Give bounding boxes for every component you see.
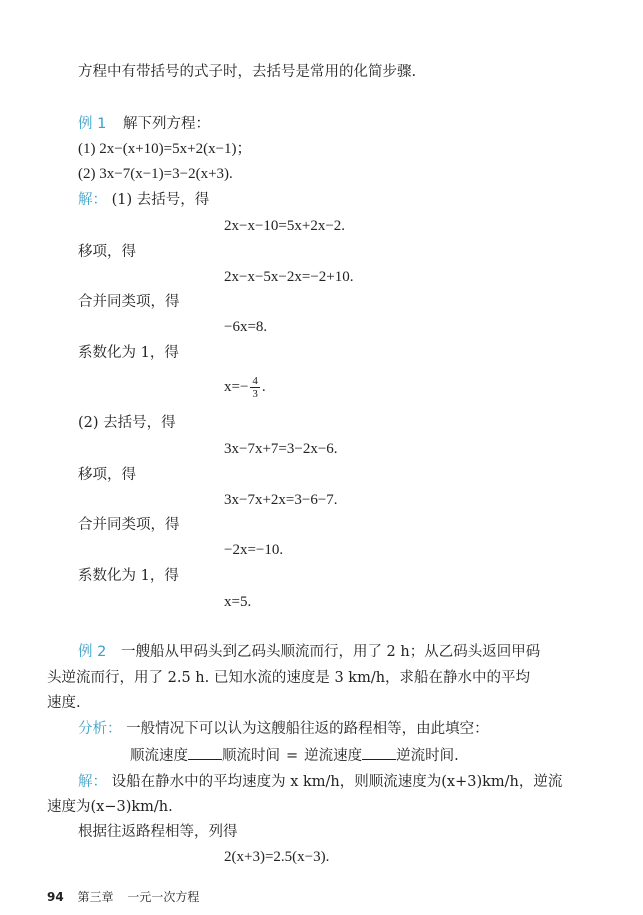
p1-equation-1: 2x−x−10=5x+2x−2. bbox=[224, 218, 346, 234]
example1-label: 例 1 bbox=[78, 116, 107, 132]
fill-in-blank-line: 顺流速度 顺流时间 = 逆流速度 逆流时间. bbox=[130, 745, 459, 766]
page-number: 94 bbox=[47, 890, 64, 904]
solution1-step1 bbox=[78, 190, 209, 210]
blank-label-2: 顺流时间 bbox=[222, 748, 280, 764]
p2-step4: 系数化为 1，得 bbox=[78, 568, 179, 584]
fraction-denominator: 3 bbox=[252, 388, 258, 400]
blank-label-1: 顺流速度 bbox=[130, 748, 188, 764]
p1-step2: 移项，得 bbox=[78, 244, 136, 260]
example2-line-1 bbox=[78, 642, 540, 662]
solution2-label: 解： bbox=[78, 774, 107, 790]
p2-step3: 合并同类项，得 bbox=[78, 517, 180, 533]
example2-text-1: 一艘船从甲码头到乙码头顺流而行，用了 2 h；从乙码头返回甲码 bbox=[120, 644, 541, 660]
solution1-label: 解： bbox=[78, 192, 107, 208]
p1-equation-2: 2x−x−5x−2x=−2+10. bbox=[224, 269, 354, 285]
solution2-text-1: 设船在静水中的平均速度为 x km/h，则顺流速度为(x+3)km/h，逆流 bbox=[111, 774, 563, 790]
example1-problem-1: (1) 2x−(x+10)=5x+2(x−1)； bbox=[78, 141, 252, 157]
fraction bbox=[250, 375, 260, 400]
p1-step4: 系数化为 1，得 bbox=[78, 345, 179, 361]
p1-equation-3: −6x=8. bbox=[224, 319, 268, 335]
solution2-line-1 bbox=[78, 772, 562, 792]
p1-equation-4 bbox=[224, 375, 266, 400]
p1-step3: 合并同类项，得 bbox=[78, 294, 180, 310]
example1-task: 解下列方程： bbox=[122, 116, 210, 132]
blank-2[interactable] bbox=[362, 745, 396, 760]
blank-label-4: 逆流时间. bbox=[396, 748, 459, 764]
solution2-line-3: 根据往返路程相等，列得 bbox=[78, 824, 238, 840]
p1-eq4-lhs: x=− bbox=[224, 378, 249, 395]
example1-problem-2: (2) 3x−7(x−1)=3−2(x+3). bbox=[78, 166, 233, 182]
solution1-step1-text: (1) 去括号，得 bbox=[111, 192, 210, 208]
example1-header bbox=[78, 114, 210, 134]
p2-equation-3: −2x=−10. bbox=[224, 542, 284, 558]
analysis-text: 一般情况下可以认为这艘船往返的路程相等，由此填空： bbox=[126, 721, 489, 737]
p2-equation-1: 3x−7x+7=3−2x−6. bbox=[224, 441, 338, 457]
analysis-label: 分析： bbox=[78, 721, 122, 737]
example2-line-2: 头逆流而行，用了 2.5 h. 已知水流的速度是 3 km/h，求船在静水中的平均 bbox=[47, 670, 531, 686]
solution2-equation: 2(x+3)=2.5(x−3). bbox=[224, 849, 330, 865]
solution2-line-2: 速度为(x−3)km/h. bbox=[47, 799, 173, 815]
p2-step1: (2) 去括号，得 bbox=[78, 415, 176, 431]
blank-1[interactable] bbox=[188, 745, 222, 760]
p2-step2: 移项，得 bbox=[78, 467, 136, 483]
p2-equation-2: 3x−7x+2x=3−6−7. bbox=[224, 492, 338, 508]
blank-label-3: 逆流速度 bbox=[304, 748, 363, 764]
p1-eq4-end: . bbox=[261, 378, 266, 395]
example2-line-3: 速度. bbox=[47, 695, 81, 711]
chapter-title: 一元一次方程 bbox=[127, 890, 200, 904]
p2-equation-4: x=5. bbox=[224, 594, 252, 610]
fraction-numerator: 4 bbox=[252, 375, 258, 387]
chapter-label: 第三章 bbox=[77, 890, 114, 904]
page-footer bbox=[47, 888, 199, 905]
analysis-line bbox=[78, 719, 489, 739]
example2-label: 例 2 bbox=[78, 644, 107, 660]
intro-text: 方程中有带括号的式子时，去括号是常用的化简步骤. bbox=[78, 64, 417, 80]
